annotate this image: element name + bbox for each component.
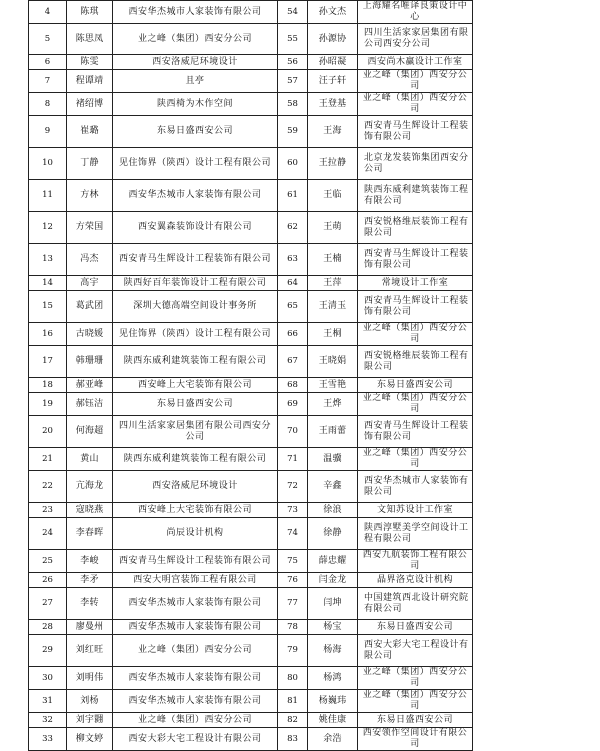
- table-row: [29, 393, 473, 416]
- company-name: 陕西好百年装饰设计工程有限公司: [113, 276, 278, 291]
- row-number: 61: [278, 180, 308, 212]
- table-row: [29, 323, 473, 346]
- table-row: [29, 70, 473, 93]
- person-name: 亢海龙: [67, 471, 113, 503]
- company-name: 西安华杰城市人家装饰有限公司: [358, 471, 473, 503]
- row-number: 74: [278, 518, 308, 550]
- person-name: 徐静: [308, 518, 358, 550]
- company-name: 西安领作空间设计有限公司: [358, 728, 473, 751]
- table-row: [29, 180, 473, 212]
- person-name: 古晓媛: [67, 323, 113, 346]
- person-name: 陈雯: [67, 55, 113, 70]
- row-number: 77: [278, 588, 308, 620]
- person-name: 王萌: [308, 212, 358, 244]
- person-name: 陈琪: [67, 1, 113, 24]
- person-name: 闫坤: [308, 588, 358, 620]
- company-name: 深圳大德高端空间设计事务所: [113, 291, 278, 323]
- row-number: 13: [29, 244, 67, 276]
- company-name: 西安锐格维辰装饰工程有限公司: [358, 212, 473, 244]
- row-number: 58: [278, 93, 308, 116]
- person-name: 王雪艳: [308, 378, 358, 393]
- person-name: 方荣国: [67, 212, 113, 244]
- table-row: [29, 276, 473, 291]
- company-name: 西安青马生辉设计工程装饰有限公司: [358, 291, 473, 323]
- row-number: 29: [29, 635, 67, 667]
- row-number: 78: [278, 620, 308, 635]
- row-number: 21: [29, 448, 67, 471]
- row-number: 5: [29, 24, 67, 55]
- company-name: 业之峰（集团）西安分公司: [113, 635, 278, 667]
- table-row: [29, 635, 473, 667]
- person-name: 刘明伟: [67, 667, 113, 690]
- row-number: 28: [29, 620, 67, 635]
- company-name: 常境设计工作室: [358, 276, 473, 291]
- row-number: 31: [29, 690, 67, 713]
- row-number: 62: [278, 212, 308, 244]
- person-name: 王登基: [308, 93, 358, 116]
- person-name: 杨宝: [308, 620, 358, 635]
- table-row: [29, 24, 473, 55]
- company-name: 西安九航装饰工程有限公司: [358, 550, 473, 573]
- row-number: 64: [278, 276, 308, 291]
- row-number: 57: [278, 70, 308, 93]
- table-row: [29, 471, 473, 503]
- row-number: 83: [278, 728, 308, 751]
- row-number: 9: [29, 116, 67, 148]
- person-name: 王拉静: [308, 148, 358, 180]
- person-name: 李峻: [67, 550, 113, 573]
- company-name: 西安青马生辉设计工程装饰有限公司: [113, 550, 278, 573]
- table-row: [29, 573, 473, 588]
- company-name: 四川生活家家居集团有限公司西安分公司: [358, 24, 473, 55]
- row-number: 59: [278, 116, 308, 148]
- company-name: 且亭: [113, 70, 278, 93]
- company-name: 陕西淳墅美学空间设计工程有限公司: [358, 518, 473, 550]
- person-name: 李春晖: [67, 518, 113, 550]
- company-name: 尚辰设计机构: [113, 518, 278, 550]
- row-number: 4: [29, 1, 67, 24]
- company-name: 陕西东威利建筑装饰工程有限公司: [358, 180, 473, 212]
- row-number: 73: [278, 503, 308, 518]
- row-number: 54: [278, 1, 308, 24]
- company-name: 西安锐格维辰装饰工程有限公司: [358, 346, 473, 378]
- person-name: 王烨: [308, 393, 358, 416]
- company-name: 东易日盛西安公司: [113, 393, 278, 416]
- person-name: 刘宇翾: [67, 713, 113, 728]
- company-name: 见住饰界（陕西）设计工程有限公司: [113, 323, 278, 346]
- company-name: 西安峰上大宅装饰有限公司: [113, 503, 278, 518]
- table-row: [29, 550, 473, 573]
- table-row: [29, 416, 473, 448]
- company-name: 西安青马生辉设计工程装饰有限公司: [113, 244, 278, 276]
- person-name: 薛忠耀: [308, 550, 358, 573]
- attendee-table: [28, 0, 473, 751]
- row-number: 76: [278, 573, 308, 588]
- company-name: 北京龙发装饰集团西安分公司: [358, 148, 473, 180]
- person-name: 王海: [308, 116, 358, 148]
- row-number: 7: [29, 70, 67, 93]
- row-number: 26: [29, 573, 67, 588]
- person-name: 李转: [67, 588, 113, 620]
- company-name: 见住饰界（陕西）设计工程有限公司: [113, 148, 278, 180]
- row-number: 22: [29, 471, 67, 503]
- table-row: [29, 116, 473, 148]
- row-number: 81: [278, 690, 308, 713]
- company-name: 西安洛威尼环境设计: [113, 55, 278, 70]
- person-name: 杨海: [308, 635, 358, 667]
- company-name: 西安大明宫装饰工程有限公司: [113, 573, 278, 588]
- company-name: 业之峰（集团）西安分公司: [358, 93, 473, 116]
- person-name: 刘杨: [67, 690, 113, 713]
- table-row: [29, 728, 473, 751]
- company-name: 中国建筑西北设计研究院有限公司: [358, 588, 473, 620]
- person-name: 韩珊珊: [67, 346, 113, 378]
- company-name: 文知苏设计工作室: [358, 503, 473, 518]
- row-number: 25: [29, 550, 67, 573]
- person-name: 郝亚峰: [67, 378, 113, 393]
- person-name: 刘红旺: [67, 635, 113, 667]
- company-name: 业之峰（集团）西安分公司: [113, 713, 278, 728]
- company-name: 业之峰（集团）西安分公司: [358, 393, 473, 416]
- company-name: 四川生活家家居集团有限公司西安分公司: [113, 416, 278, 448]
- company-name: 西安大彩大宅工程设计有限公司: [358, 635, 473, 667]
- table-row: [29, 148, 473, 180]
- person-name: 闫金龙: [308, 573, 358, 588]
- row-number: 6: [29, 55, 67, 70]
- company-name: 东易日盛西安公司: [358, 378, 473, 393]
- table-row: [29, 378, 473, 393]
- row-number: 27: [29, 588, 67, 620]
- company-name: 上海耀名唯译良策设计中心: [358, 1, 473, 24]
- company-name: 业之峰（集团）西安分公司: [358, 667, 473, 690]
- company-name: 西安洛威尼环境设计: [113, 471, 278, 503]
- row-number: 14: [29, 276, 67, 291]
- person-name: 何海超: [67, 416, 113, 448]
- row-number: 19: [29, 393, 67, 416]
- table-row: [29, 212, 473, 244]
- row-number: 79: [278, 635, 308, 667]
- company-name: 西安华杰城市人家装饰有限公司: [113, 667, 278, 690]
- company-name: 西安青马生辉设计工程装饰有限公司: [358, 116, 473, 148]
- person-name: 陈思凤: [67, 24, 113, 55]
- table-row: [29, 55, 473, 70]
- table-row: [29, 1, 473, 24]
- table-row: [29, 667, 473, 690]
- row-number: 65: [278, 291, 308, 323]
- person-name: 廖曼州: [67, 620, 113, 635]
- row-number: 63: [278, 244, 308, 276]
- row-number: 66: [278, 323, 308, 346]
- company-name: 东易日盛西安公司: [113, 116, 278, 148]
- person-name: 王雨蕾: [308, 416, 358, 448]
- row-number: 67: [278, 346, 308, 378]
- table-row: [29, 503, 473, 518]
- table-row: [29, 690, 473, 713]
- table-row: [29, 346, 473, 378]
- person-name: 余浩: [308, 728, 358, 751]
- person-name: 孙昭凝: [308, 55, 358, 70]
- person-name: 王临: [308, 180, 358, 212]
- company-name: 东易日盛西安公司: [358, 713, 473, 728]
- row-number: 72: [278, 471, 308, 503]
- row-number: 55: [278, 24, 308, 55]
- row-number: 69: [278, 393, 308, 416]
- row-number: 16: [29, 323, 67, 346]
- company-name: 陕西椅为木作空间: [113, 93, 278, 116]
- person-name: 黄山: [67, 448, 113, 471]
- company-name: 西安大彩大宅工程设计有限公司: [113, 728, 278, 751]
- row-number: 15: [29, 291, 67, 323]
- row-number: 60: [278, 148, 308, 180]
- person-name: 程谭靖: [67, 70, 113, 93]
- company-name: 西安尚木赢设计工作室: [358, 55, 473, 70]
- company-name: 西安华杰城市人家装饰有限公司: [113, 690, 278, 713]
- person-name: 王清玉: [308, 291, 358, 323]
- row-number: 33: [29, 728, 67, 751]
- row-number: 30: [29, 667, 67, 690]
- row-number: 17: [29, 346, 67, 378]
- person-name: 葛武团: [67, 291, 113, 323]
- person-name: 方林: [67, 180, 113, 212]
- person-name: 郝钰洁: [67, 393, 113, 416]
- row-number: 10: [29, 148, 67, 180]
- person-name: 王晓娟: [308, 346, 358, 378]
- row-number: 56: [278, 55, 308, 70]
- table-row: [29, 291, 473, 323]
- company-name: 西安峰上大宅装饰有限公司: [113, 378, 278, 393]
- person-name: 王萍: [308, 276, 358, 291]
- company-name: 陕西东威利建筑装饰工程有限公司: [113, 346, 278, 378]
- person-name: 孙源协: [308, 24, 358, 55]
- person-name: 崔璐: [67, 116, 113, 148]
- company-name: 业之峰（集团）西安分公司: [358, 448, 473, 471]
- person-name: 汪子轩: [308, 70, 358, 93]
- company-name: 陕西东威利建筑装饰工程有限公司: [113, 448, 278, 471]
- company-name: 业之峰（集团）西安分公司: [358, 323, 473, 346]
- table-row: [29, 448, 473, 471]
- person-name: 李矛: [67, 573, 113, 588]
- person-name: 孙文杰: [308, 1, 358, 24]
- person-name: 褚绍博: [67, 93, 113, 116]
- row-number: 75: [278, 550, 308, 573]
- attendee-table-body: [29, 1, 473, 751]
- row-number: 71: [278, 448, 308, 471]
- person-name: 辛鑫: [308, 471, 358, 503]
- company-name: 西安华杰城市人家装饰有限公司: [113, 620, 278, 635]
- person-name: 温骥: [308, 448, 358, 471]
- table-row: [29, 244, 473, 276]
- person-name: 王楠: [308, 244, 358, 276]
- row-number: 68: [278, 378, 308, 393]
- table-row: [29, 518, 473, 550]
- person-name: 姚佳康: [308, 713, 358, 728]
- table-row: [29, 588, 473, 620]
- company-name: 西安华杰城市人家装饰有限公司: [113, 588, 278, 620]
- person-name: 冯杰: [67, 244, 113, 276]
- table-row: [29, 713, 473, 728]
- company-name: 西安华杰城市人家装饰有限公司: [113, 180, 278, 212]
- person-name: 丁静: [67, 148, 113, 180]
- person-name: 徐浪: [308, 503, 358, 518]
- company-name: 业之峰（集团）西安分公司: [358, 70, 473, 93]
- company-name: 西安翼森装饰设计有限公司: [113, 212, 278, 244]
- company-name: 业之峰（集团）西安分公司: [358, 690, 473, 713]
- person-name: 杨鸿: [308, 667, 358, 690]
- row-number: 18: [29, 378, 67, 393]
- person-name: 柳文婷: [67, 728, 113, 751]
- company-name: 西安华杰城市人家装饰有限公司: [113, 1, 278, 24]
- row-number: 32: [29, 713, 67, 728]
- row-number: 11: [29, 180, 67, 212]
- company-name: 晶界洛克设计机构: [358, 573, 473, 588]
- row-number: 23: [29, 503, 67, 518]
- company-name: 东易日盛西安公司: [358, 620, 473, 635]
- row-number: 20: [29, 416, 67, 448]
- row-number: 82: [278, 713, 308, 728]
- company-name: 西安青马生辉设计工程装饰有限公司: [358, 416, 473, 448]
- row-number: 24: [29, 518, 67, 550]
- row-number: 8: [29, 93, 67, 116]
- company-name: 业之峰（集团）西安分公司: [113, 24, 278, 55]
- table-row: [29, 93, 473, 116]
- row-number: 80: [278, 667, 308, 690]
- row-number: 70: [278, 416, 308, 448]
- person-name: 杨巍玮: [308, 690, 358, 713]
- table-row: [29, 620, 473, 635]
- person-name: 王桐: [308, 323, 358, 346]
- person-name: 高宇: [67, 276, 113, 291]
- person-name: 寇晓燕: [67, 503, 113, 518]
- row-number: 12: [29, 212, 67, 244]
- company-name: 西安青马生辉设计工程装饰有限公司: [358, 244, 473, 276]
